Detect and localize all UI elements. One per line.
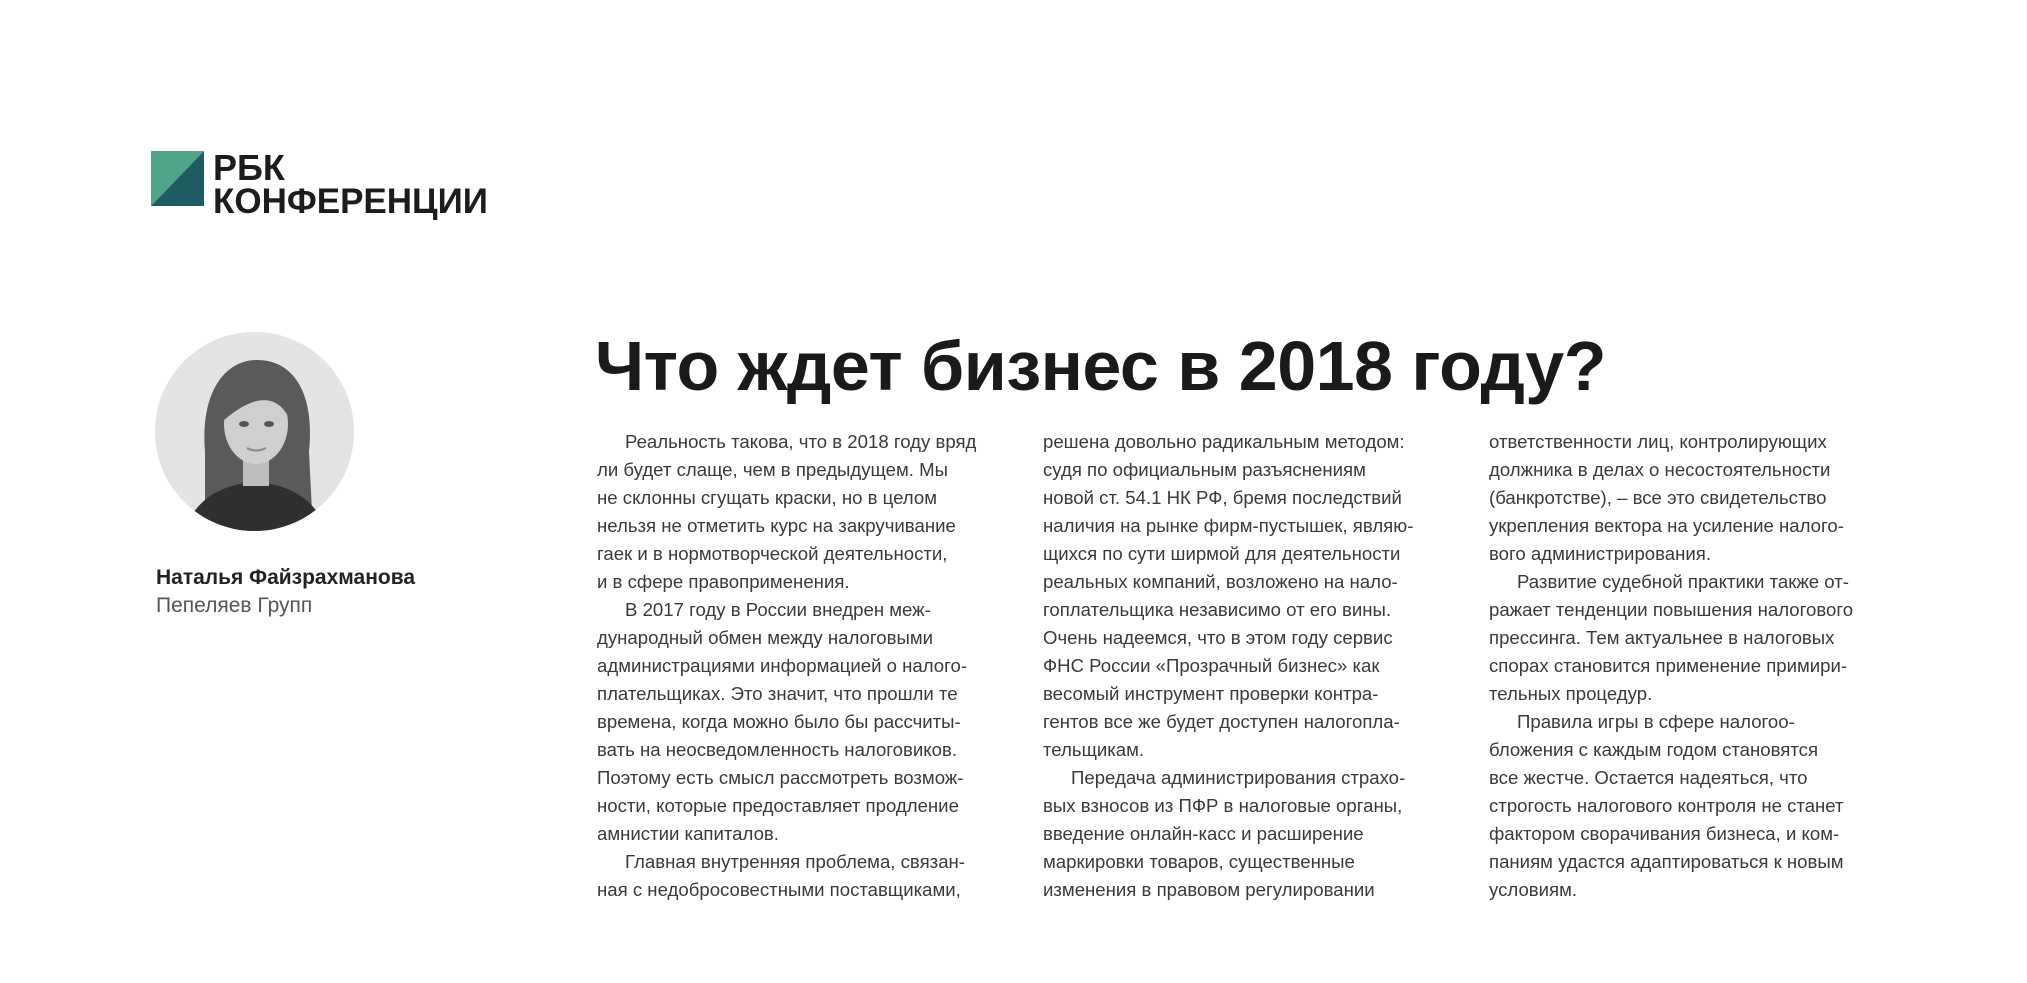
text-line: изменения в правовом регулировании	[1043, 879, 1375, 900]
text-line: укрепления вектора на усиление налого-	[1489, 515, 1844, 536]
text-line: ли будет слаще, чем в предыдущем. Мы	[597, 459, 948, 480]
text-line: условиям.	[1489, 879, 1578, 900]
text-line: не склонны сгущать краски, но в целом	[597, 487, 937, 508]
logo-mark-icon	[151, 151, 204, 206]
text-line: плательщиках. Это значит, что прошли те	[597, 683, 958, 704]
text-line: наличия на рынке фирм-пустышек, являю-	[1043, 515, 1414, 536]
text-line: Поэтому есть смысл рассмотреть возмож-	[597, 767, 964, 788]
logo-text	[213, 147, 488, 221]
text-line: щихся по сути ширмой для деятельности	[1043, 543, 1401, 564]
text-line: времена, когда можно было бы рассчиты-	[597, 711, 961, 732]
article-column-1	[597, 428, 997, 904]
text-line: ная с недобросовестными поставщиками,	[597, 879, 961, 900]
author-photo	[155, 332, 354, 531]
text-line: гентов все же будет доступен налогопла-	[1043, 711, 1400, 732]
text-line: прессинга. Тем актуальнее в налоговых	[1489, 627, 1835, 648]
text-line: ответственности лиц, контролирующих	[1489, 431, 1827, 452]
text-line: решена довольно радикальным методом:	[1043, 431, 1405, 452]
text-line: Очень надеемся, что в этом году сервис	[1043, 627, 1393, 648]
article-column-3	[1489, 428, 1889, 904]
rbk-conferences-logo	[151, 147, 511, 251]
text-line: новой ст. 54.1 НК РФ, бремя последствий	[1043, 487, 1402, 508]
text-line: нельзя не отметить курс на закручивание	[597, 515, 956, 536]
text-line: Передача администрирования страхо-	[1071, 767, 1406, 788]
text-line: амнистии капиталов.	[597, 823, 779, 844]
text-line: вого администрирования.	[1489, 543, 1712, 564]
logo-line-1: РБК	[213, 147, 285, 188]
text-line: гаек и в нормотворческой деятельности,	[597, 543, 948, 564]
text-line: ражает тенденции повышения налогового	[1489, 599, 1854, 620]
text-line: Правила игры в сфере налогоо-	[1517, 711, 1795, 732]
text-line: реальных компаний, возложено на нало-	[1043, 571, 1398, 592]
text-line: тельщикам.	[1043, 739, 1145, 760]
text-line: все жестче. Остается надеяться, что	[1489, 767, 1808, 788]
text-line: строгость налогового контроля не станет	[1489, 795, 1844, 816]
text-line: гоплательщика независимо от его вины.	[1043, 599, 1392, 620]
text-line: судя по официальным разъяснениям	[1043, 459, 1366, 480]
text-line: администрациями информацией о налого-	[597, 655, 968, 676]
text-line: маркировки товаров, существенные	[1043, 851, 1355, 872]
article-title: Что ждет бизнес в 2018 году?	[595, 327, 1606, 405]
text-line: дународный обмен между налоговыми	[597, 627, 934, 648]
logo-line-2: КОНФЕРЕНЦИИ	[213, 182, 488, 221]
text-line: Главная внутренняя проблема, связан-	[625, 851, 965, 872]
author-portrait-icon	[155, 332, 354, 531]
text-line: паниям удастся адаптироваться к новым	[1489, 851, 1844, 872]
article-column-2	[1043, 428, 1443, 904]
text-line: спорах становится применение примири-	[1489, 655, 1848, 676]
text-line: должника в делах о несостоятельности	[1489, 459, 1831, 480]
text-line: вых взносов из ПФР в налоговые органы,	[1043, 795, 1403, 816]
text-line: Развитие судебной практики также от-	[1517, 571, 1849, 592]
text-line: введение онлайн-касс и расширение	[1043, 823, 1364, 844]
text-line: тельных процедур.	[1489, 683, 1653, 704]
text-line: (банкротстве), – все это свидетельство	[1489, 487, 1827, 508]
text-line: В 2017 году в России внедрен меж-	[625, 599, 931, 620]
text-line: бложения с каждым годом становятся	[1489, 739, 1819, 760]
author-name: Наталья Файзрахманова	[156, 566, 416, 589]
author-organization: Пепеляев Групп	[156, 594, 313, 617]
text-line: вать на неосведомленность налоговиков.	[597, 739, 958, 760]
text-line: ФНС России «Прозрачный бизнес» как	[1043, 655, 1380, 676]
text-line: весомый инструмент проверки контра-	[1043, 683, 1379, 704]
text-line: Реальность такова, что в 2018 году вряд	[625, 431, 977, 452]
text-line: ности, которые предоставляет продление	[597, 795, 959, 816]
text-line: и в сфере правоприменения.	[597, 571, 850, 592]
text-line: фактором сворачивания бизнеса, и ком-	[1489, 823, 1840, 844]
